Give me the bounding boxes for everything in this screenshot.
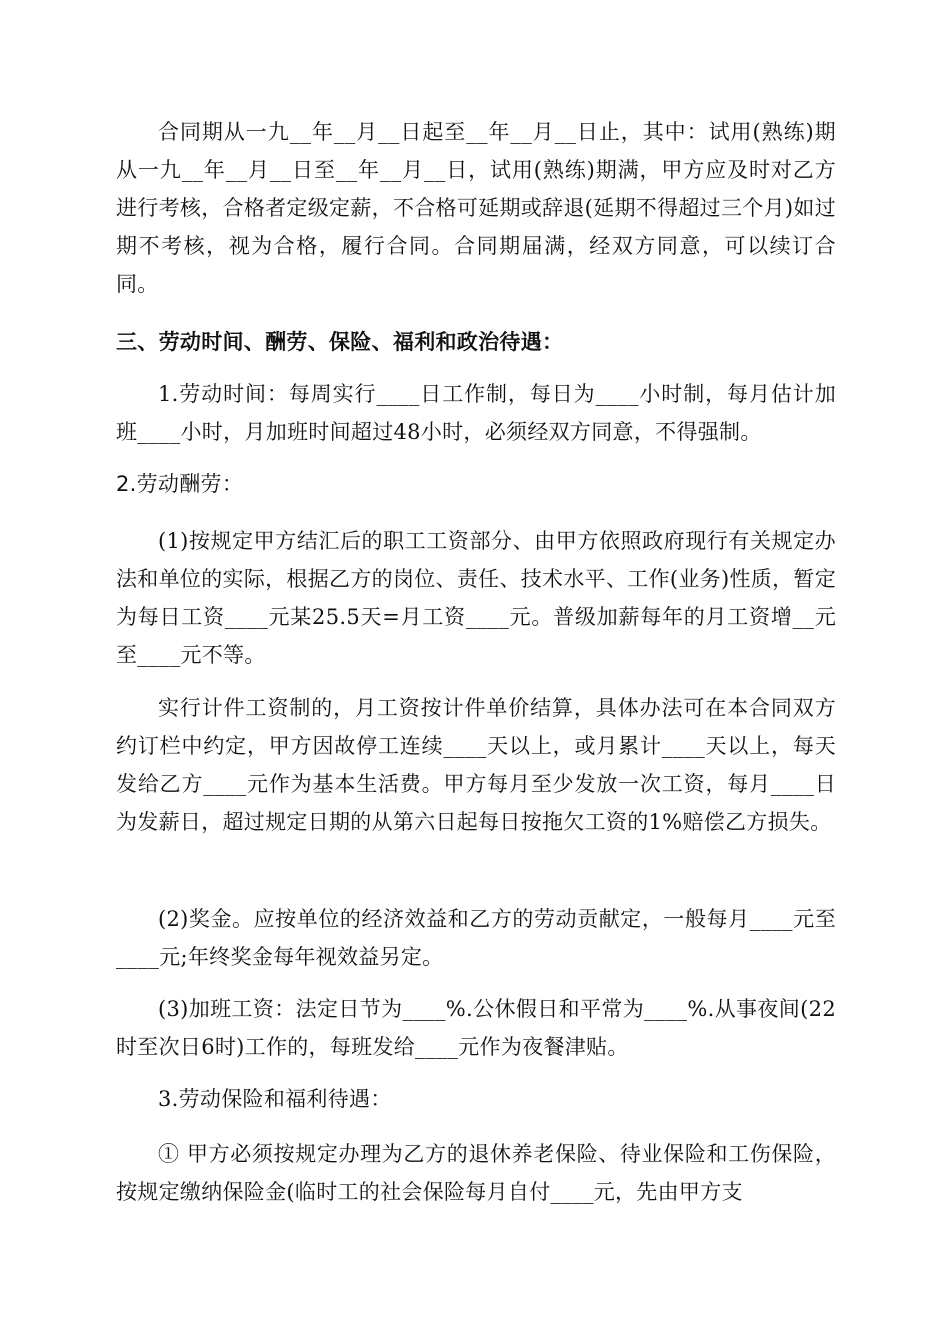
bonus-paragraph: (2)奖金。应按单位的经济效益和乙方的劳动贡献定，一般每月____元至____元;年终奖金每年视效益另定。 — [116, 907, 836, 969]
working-hours-paragraph: 1.劳动时间：每周实行____日工作制，每日为____小时制，每月估计加班____小时，月加班时间超过48小时，必须经双方同意，不得强制。 — [116, 382, 836, 444]
contract-period-paragraph: 合同期从一九__年__月__日起至__年__月__日止，其中：试用(熟练)期从一九__年__月__日至__年__月__日，试用(熟练)期满，甲方应及时对乙方进行考核，合格者定级定薪，不合格可延期或辞退(延期不得超过三个月)如过期不考核，视为合格，履行合同。合同期届满，经双方同意，可以续订合同。 — [116, 120, 836, 296]
insurance-welfare-heading: 3.劳动保险和福利待遇： — [158, 1087, 392, 1111]
section-three-heading: 三、劳动时间、酬劳、保险、福利和政治待遇： — [116, 330, 564, 354]
daily-wage-paragraph: (1)按规定甲方结汇后的职工工资部分、由甲方依照政府现行有关规定办法和单位的实际，根据乙方的岗位、责任、技术水平、工作(业务)性质，暂定为每日工资____元某25.5天=月工资____元。普级加薪每年的月工资增__元至____元不等。 — [116, 529, 836, 667]
overtime-pay-paragraph: (3)加班工资：法定日节为____%.公休假日和平常为____%.从事夜间(22时至次日6时)工作的，每班发给____元作为夜餐津贴。 — [116, 997, 836, 1059]
labor-pay-heading: 2.劳动酬劳： — [116, 472, 244, 496]
piecework-wage-paragraph: 实行计件工资制的，月工资按计件单价结算，具体办法可在本合同双方约订栏中约定，甲方因故停工连续____天以上，或月累计____天以上，每天发给乙方____元作为基本生活费。甲方每月至少发放一次工资，每月____日为发薪日，超过规定日期的从第六日起每日按拖欠工资的1%赔偿乙方损失。 — [116, 696, 836, 834]
insurance-paragraph: ① 甲方必须按规定办理为乙方的退休养老保险、待业保险和工伤保险，按规定缴纳保险金(临时工的社会保险每月自付____元，先由甲方支 — [116, 1142, 836, 1204]
